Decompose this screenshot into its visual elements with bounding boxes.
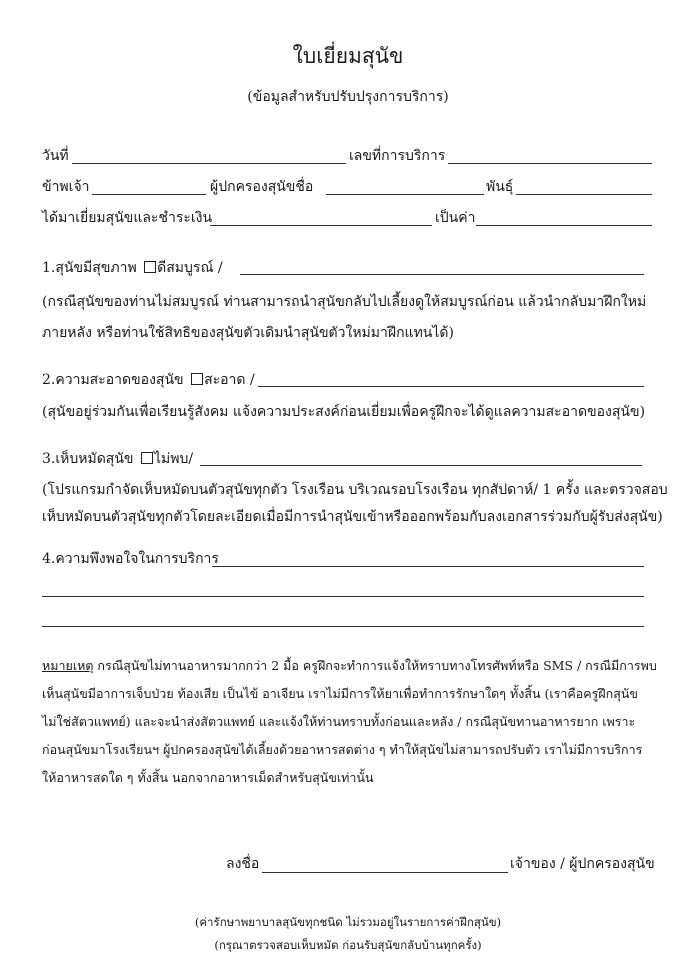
form-subtitle: (ข้อมูลสำหรับปรับปรุงการบริการ) (247, 89, 449, 105)
satisfaction-label: 4.ความพึงพอใจในการบริการ (42, 551, 219, 567)
owner-label: ผู้ปกครองสุนัขชื่อ (210, 179, 314, 195)
footer-note-2: (กรุณาตรวจสอบเห็บหมัด ก่อนรับสุนัขกลับบ้านทุกครั้ง) (214, 938, 482, 952)
clean-option: สะอาด / (204, 372, 255, 388)
footer-note-1: (ค่ารักษาพยาบาลสุนัขทุกชนิด ไม่รวมอยู่ในรายการค่าฝึกสุนัข) (194, 915, 502, 929)
breed-field[interactable] (516, 194, 652, 195)
amount-field[interactable] (476, 225, 652, 226)
clean-note-field[interactable] (258, 386, 644, 387)
ticks-checkbox[interactable] (141, 452, 153, 464)
i-label: ข้าพเจ้า (42, 179, 90, 195)
remark-line-2: เห็นสุนัขมีอาการเจ็บป่วย ท้องเสีย เป็นไข้ อาเจียน เราไม่มีการให้ยาเพื่อทำการรักษาใดๆ ทั้งสิ้น (เราคือครูฝึกสุนัข (42, 686, 638, 701)
ticks-option: ไม่พบ/ (153, 451, 194, 467)
dog-name-field[interactable] (326, 194, 484, 195)
health-label: 1.สุนัขมีสุขภาพ (42, 260, 137, 276)
payment-field[interactable] (210, 225, 432, 226)
clean-label: 2.ความสะอาดของสุนัข (42, 372, 184, 388)
health-option: ดีสมบูรณ์ / (157, 260, 223, 276)
clean-check-row (42, 369, 255, 391)
satisfaction-line-2[interactable] (42, 596, 644, 597)
remark-heading: หมายเหตุ (42, 658, 94, 673)
health-check-row (42, 257, 223, 279)
form-title: ใบเยี่ยมสุนัข (292, 44, 404, 68)
clean-note-1: (สุนัขอยู่ร่วมกันเพื่อเรียนรู้สังคม แจ้งความประสงค์ก่อนเยี่ยมเพื่อครูฝึกจะได้ดูแลความสะอาดของสุนัข) (42, 404, 646, 420)
ticks-label: 3.เห็บหมัดสุนัข (42, 451, 134, 467)
breed-label: พันธุ์ (486, 179, 514, 195)
service-no-label: เลขที่การบริการ (349, 148, 446, 164)
signature-role: เจ้าของ / ผู้ปกครองสุนัข (510, 856, 655, 872)
date-label: วันที่ (42, 148, 69, 164)
ticks-note-field[interactable] (200, 465, 642, 466)
ticks-note-2: เห็บหมัดบนตัวสุนัขทุกตัวโดยละเอียดเมื่อมีการนำสุนัขเข้าหรือออกพร้อมกับลงเอกสารร่วมกับผู้รับส่งสุนัข) (42, 509, 663, 525)
health-note-field[interactable] (240, 274, 644, 275)
service-no-field[interactable] (448, 163, 652, 164)
ticks-note-1: (โปรแกรมกำจัดเห็บหมัดบนตัวสุนัขทุกตัว โรงเรือน บริเวณรอบโรงเรือน ทุกสัปดาห์/ 1 ครั้ง และตรวจสอบ (42, 482, 668, 498)
health-note-2: ภายหลัง หรือท่านใช้สิทธิของสุนัขตัวเดิมนำสุนัขตัวใหม่มาฝึกแทนได้) (42, 325, 454, 341)
sign-label: ลงชื่อ (226, 856, 260, 872)
remark-line-1: หมายเหตุ กรณีสุนัขไม่ทานอาหารมากกว่า 2 มื้อ ครูฝึกจะทำการแจ้งให้ทราบทางโทรศัพท์หรือ SMS / กรณีมีการพบ (42, 658, 657, 673)
ticks-check-row (42, 448, 193, 470)
signature-field[interactable] (262, 872, 508, 873)
health-note-1: (กรณีสุนัขของท่านไม่สมบูรณ์ ท่านสามารถนำสุนัขกลับไปเลี้ยงดูให้สมบูรณ์ก่อน แล้วนำกลับมาฝึกใหม่ (42, 294, 647, 310)
health-checkbox[interactable] (144, 261, 156, 273)
satisfaction-line-3[interactable] (42, 626, 644, 627)
satisfaction-field[interactable] (212, 566, 644, 567)
clean-checkbox[interactable] (191, 373, 203, 385)
remark-line-4: ก่อนสุนัขมาโรงเรียนฯ ผู้ปกครองสุนัขได้เลี้ยงด้วยอาหารสดต่าง ๆ ทำให้สุนัขไม่สามารถปรับตัว เราไม่มีการบริการ (42, 742, 643, 757)
amount-label: เป็นค่า (435, 210, 476, 226)
visit-pay-label: ได้มาเยี่ยมสุนัขและชำระเงิน (42, 210, 213, 226)
remark-line-5: ให้อาหารสดใด ๆ ทั้งสิ้น นอกจากอาหารเม็ดสำหรับสุนัขเท่านั้น (42, 770, 374, 785)
remark-line-3: ไม่ใช่สัตวแพทย์) และจะนำส่งสัตวแพทย์ และแจ้งให้ท่านทราบทั้งก่อนและหลัง / กรณีสุนัขทานอาหารยาก เพราะ (42, 714, 636, 729)
date-field[interactable] (72, 163, 346, 164)
name-field[interactable] (92, 194, 206, 195)
